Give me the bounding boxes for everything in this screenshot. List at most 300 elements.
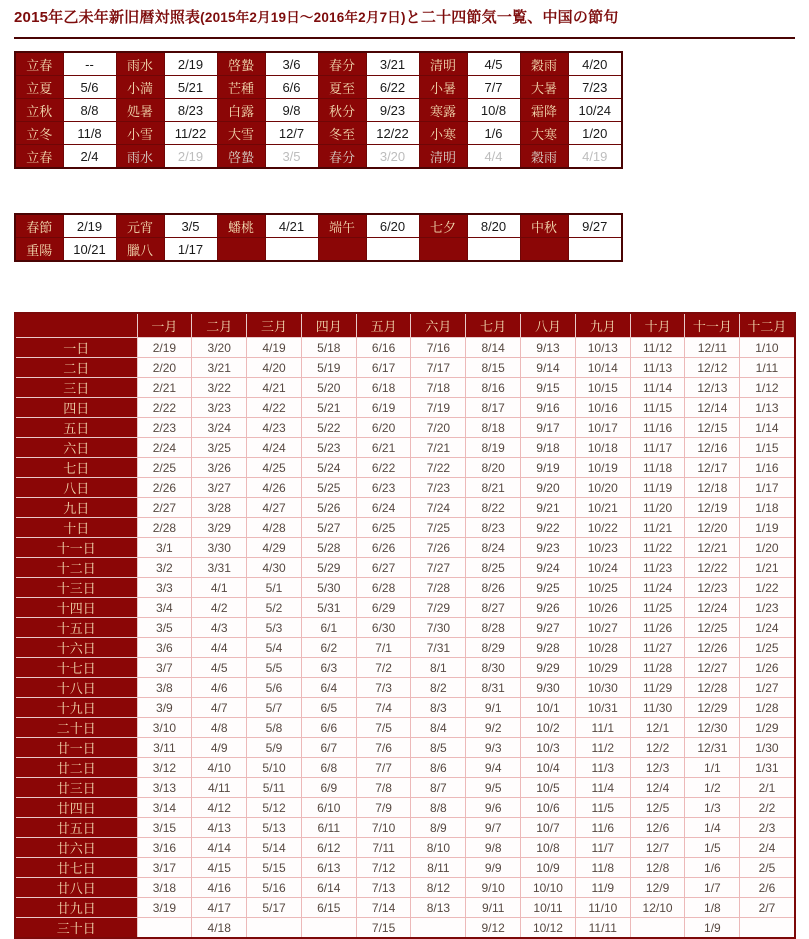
calendar-date-cell: 5/4: [247, 638, 302, 658]
calendar-date-cell: 10/13: [575, 338, 630, 358]
calendar-row: [15, 378, 795, 398]
calendar-date-cell: 9/27: [521, 618, 576, 638]
calendar-date-cell: 3/8: [137, 678, 192, 698]
calendar-row: [15, 478, 795, 498]
title-divider: [14, 37, 795, 39]
calendar-date-cell: 10/23: [575, 538, 630, 558]
calendar-date-cell: 12/4: [630, 778, 685, 798]
calendar-date-cell: 7/8: [356, 778, 411, 798]
calendar-date-cell: 5/6: [247, 678, 302, 698]
calendar-date-cell: 10/11: [521, 898, 576, 918]
term-label-cell: 啓蟄: [217, 52, 265, 76]
calendar-date-cell: 8/21: [466, 478, 521, 498]
day-label-cell: 十四日: [15, 598, 137, 618]
calendar-date-cell: 10/1: [521, 698, 576, 718]
term-label-cell: 雨水: [116, 145, 164, 169]
calendar-date-cell: 12/27: [685, 658, 740, 678]
calendar-date-cell: 12/14: [685, 398, 740, 418]
calendar-date-cell: 2/28: [137, 518, 192, 538]
calendar-date-cell: 10/31: [575, 698, 630, 718]
calendar-row: [15, 358, 795, 378]
calendar-date-cell: 4/20: [247, 358, 302, 378]
term-label-cell: 元宵: [116, 214, 164, 238]
calendar-date-cell: 11/20: [630, 498, 685, 518]
calendar-date-cell: 5/30: [301, 578, 356, 598]
calendar-date-cell: 1/18: [740, 498, 795, 518]
calendar-date-cell: 12/15: [685, 418, 740, 438]
calendar-date-cell: 1/16: [740, 458, 795, 478]
calendar-date-cell: 1/23: [740, 598, 795, 618]
calendar-row: [15, 578, 795, 598]
calendar-row: [15, 518, 795, 538]
month-header-cell: 二月: [192, 313, 247, 338]
calendar-row: [15, 818, 795, 838]
calendar-date-cell: 12/12: [685, 358, 740, 378]
month-header-cell: 七月: [466, 313, 521, 338]
calendar-date-cell: 7/21: [411, 438, 466, 458]
calendar-date-cell: 4/21: [247, 378, 302, 398]
calendar-date-cell: 10/9: [521, 858, 576, 878]
calendar-date-cell: 5/19: [301, 358, 356, 378]
day-label-cell: 廿四日: [15, 798, 137, 818]
calendar-header-row: [15, 313, 795, 338]
day-label-cell: 廿七日: [15, 858, 137, 878]
page-title-date-range: (2015年2月19日～2016年2月7日): [200, 10, 406, 25]
calendar-date-cell: 5/10: [247, 758, 302, 778]
calendar-date-cell: 8/18: [466, 418, 521, 438]
calendar-date-cell: 8/17: [466, 398, 521, 418]
calendar-date-cell: 12/23: [685, 578, 740, 598]
calendar-date-cell: 3/23: [192, 398, 247, 418]
calendar-date-cell: 10/3: [521, 738, 576, 758]
term-label-cell: 冬至: [318, 122, 366, 145]
spacer: [14, 169, 795, 213]
calendar-date-cell: 12/7: [630, 838, 685, 858]
day-label-cell: 廿六日: [15, 838, 137, 858]
term-date-cell: 8/20: [467, 214, 520, 238]
calendar-date-cell: 12/3: [630, 758, 685, 778]
table-row: [15, 52, 622, 76]
calendar-date-cell: 3/29: [192, 518, 247, 538]
calendar-date-cell: 1/25: [740, 638, 795, 658]
calendar-date-cell: 1/4: [685, 818, 740, 838]
calendar-date-cell: 2/23: [137, 418, 192, 438]
calendar-date-cell: 3/25: [192, 438, 247, 458]
calendar-date-cell: 6/23: [356, 478, 411, 498]
month-header-cell: 一月: [137, 313, 192, 338]
month-header-cell: 三月: [247, 313, 302, 338]
calendar-date-cell: 2/22: [137, 398, 192, 418]
festivals-table: [14, 213, 623, 262]
calendar-date-cell: 4/6: [192, 678, 247, 698]
calendar-date-cell: 1/31: [740, 758, 795, 778]
calendar-date-cell: 7/15: [356, 918, 411, 939]
calendar-date-cell: 3/31: [192, 558, 247, 578]
term-date-cell: 11/8: [63, 122, 116, 145]
calendar-date-cell: 2/5: [740, 858, 795, 878]
day-label-cell: 十六日: [15, 638, 137, 658]
calendar-date-cell: 7/12: [356, 858, 411, 878]
calendar-row: [15, 558, 795, 578]
calendar-date-cell: 5/23: [301, 438, 356, 458]
term-label-cell: [217, 238, 265, 262]
month-header-cell: 十二月: [740, 313, 795, 338]
calendar-date-cell: 3/9: [137, 698, 192, 718]
calendar-date-cell: 5/28: [301, 538, 356, 558]
calendar-date-cell: 6/12: [301, 838, 356, 858]
calendar-row: [15, 538, 795, 558]
calendar-date-cell: 1/2: [685, 778, 740, 798]
term-date-cell: 3/6: [265, 52, 318, 76]
calendar-date-cell: 11/9: [575, 878, 630, 898]
table-row: [15, 145, 622, 169]
calendar-date-cell: 12/20: [685, 518, 740, 538]
term-label-cell: 芒種: [217, 76, 265, 99]
term-date-cell: 6/6: [265, 76, 318, 99]
calendar-row: [15, 698, 795, 718]
solar-terms-table: [14, 51, 623, 169]
calendar-date-cell: 12/19: [685, 498, 740, 518]
calendar-date-cell: 4/4: [192, 638, 247, 658]
calendar-date-cell: 9/21: [521, 498, 576, 518]
term-date-cell: 2/19: [164, 52, 217, 76]
term-label-cell: 雨水: [116, 52, 164, 76]
calendar-date-cell: 10/30: [575, 678, 630, 698]
term-label-cell: 小寒: [419, 122, 467, 145]
term-date-cell: 1/6: [467, 122, 520, 145]
calendar-date-cell: 12/5: [630, 798, 685, 818]
term-label-cell: 大雪: [217, 122, 265, 145]
calendar-date-cell: 6/17: [356, 358, 411, 378]
calendar-date-cell: 7/6: [356, 738, 411, 758]
term-label-cell: [318, 238, 366, 262]
calendar-date-cell: 2/19: [137, 338, 192, 358]
calendar-date-cell: 2/25: [137, 458, 192, 478]
calendar-row: [15, 658, 795, 678]
term-date-cell: [568, 238, 622, 262]
calendar-date-cell: 11/8: [575, 858, 630, 878]
calendar-date-cell: 8/10: [411, 838, 466, 858]
calendar-date-cell: 6/27: [356, 558, 411, 578]
calendar-date-cell: 5/27: [301, 518, 356, 538]
spacer: [14, 262, 795, 312]
calendar-row: [15, 638, 795, 658]
term-label-cell: 寒露: [419, 99, 467, 122]
calendar-date-cell: 10/16: [575, 398, 630, 418]
calendar-date-cell: 6/9: [301, 778, 356, 798]
calendar-date-cell: 8/1: [411, 658, 466, 678]
calendar-date-cell: 7/22: [411, 458, 466, 478]
calendar-date-cell: 6/15: [301, 898, 356, 918]
calendar-date-cell: 4/13: [192, 818, 247, 838]
term-label-cell: 重陽: [15, 238, 63, 262]
day-label-cell: 七日: [15, 458, 137, 478]
calendar-date-cell: 7/13: [356, 878, 411, 898]
calendar-date-cell: 6/26: [356, 538, 411, 558]
term-date-cell: 10/21: [63, 238, 116, 262]
calendar-date-cell: 1/10: [740, 338, 795, 358]
calendar-date-cell: 6/30: [356, 618, 411, 638]
day-label-cell: 廿五日: [15, 818, 137, 838]
day-label-cell: 廿九日: [15, 898, 137, 918]
term-date-cell: --: [63, 52, 116, 76]
calendar-date-cell: 11/14: [630, 378, 685, 398]
calendar-corner-cell: [15, 313, 137, 338]
calendar-date-cell: 4/5: [192, 658, 247, 678]
term-label-cell: 啓蟄: [217, 145, 265, 169]
calendar-date-cell: 11/21: [630, 518, 685, 538]
term-label-cell: 小雪: [116, 122, 164, 145]
term-date-cell: 9/23: [366, 99, 419, 122]
calendar-date-cell: 11/23: [630, 558, 685, 578]
calendar-date-cell: 7/5: [356, 718, 411, 738]
calendar-date-cell: 8/31: [466, 678, 521, 698]
calendar-date-cell: 8/4: [411, 718, 466, 738]
page-title-main: 2015年乙未年新旧暦対照表: [14, 9, 201, 26]
calendar-date-cell: 8/26: [466, 578, 521, 598]
calendar-date-cell: 5/26: [301, 498, 356, 518]
term-label-cell: 大暑: [520, 76, 568, 99]
calendar-date-cell: 8/8: [411, 798, 466, 818]
calendar-date-cell: 3/1: [137, 538, 192, 558]
day-label-cell: 十五日: [15, 618, 137, 638]
calendar-date-cell: 2/27: [137, 498, 192, 518]
month-header-cell: 八月: [521, 313, 576, 338]
term-date-cell: 2/19: [164, 145, 217, 169]
term-label-cell: 清明: [419, 145, 467, 169]
calendar-date-cell: 4/26: [247, 478, 302, 498]
calendar-date-cell: 9/8: [466, 838, 521, 858]
calendar-date-cell: 4/8: [192, 718, 247, 738]
day-label-cell: 二日: [15, 358, 137, 378]
calendar-date-cell: 6/8: [301, 758, 356, 778]
calendar-date-cell: [247, 918, 302, 939]
calendar-date-cell: 6/22: [356, 458, 411, 478]
calendar-date-cell: 11/26: [630, 618, 685, 638]
term-date-cell: 11/22: [164, 122, 217, 145]
calendar-date-cell: 4/25: [247, 458, 302, 478]
calendar-date-cell: 9/24: [521, 558, 576, 578]
calendar-date-cell: 11/13: [630, 358, 685, 378]
calendar-date-cell: 4/19: [247, 338, 302, 358]
term-label-cell: 端午: [318, 214, 366, 238]
calendar-date-cell: 3/18: [137, 878, 192, 898]
calendar-date-cell: 1/22: [740, 578, 795, 598]
calendar-date-cell: 5/11: [247, 778, 302, 798]
calendar-date-cell: 5/31: [301, 598, 356, 618]
calendar-date-cell: 9/1: [466, 698, 521, 718]
calendar-date-cell: 7/10: [356, 818, 411, 838]
term-label-cell: 春分: [318, 145, 366, 169]
calendar-date-cell: 7/30: [411, 618, 466, 638]
calendar-date-cell: [740, 918, 795, 939]
calendar-date-cell: 9/30: [521, 678, 576, 698]
day-label-cell: 廿三日: [15, 778, 137, 798]
calendar-date-cell: 1/19: [740, 518, 795, 538]
calendar-date-cell: 4/7: [192, 698, 247, 718]
day-label-cell: 十二日: [15, 558, 137, 578]
calendar-date-cell: 2/24: [137, 438, 192, 458]
day-label-cell: 廿二日: [15, 758, 137, 778]
calendar-date-cell: 7/9: [356, 798, 411, 818]
calendar-date-cell: 6/5: [301, 698, 356, 718]
calendar-date-cell: 10/2: [521, 718, 576, 738]
calendar-date-cell: 8/12: [411, 878, 466, 898]
day-label-cell: 五日: [15, 418, 137, 438]
calendar-row: [15, 678, 795, 698]
calendar-date-cell: 1/9: [685, 918, 740, 939]
term-date-cell: 2/19: [63, 214, 116, 238]
calendar-row: [15, 598, 795, 618]
calendar-date-cell: 5/2: [247, 598, 302, 618]
calendar-date-cell: 6/13: [301, 858, 356, 878]
calendar-date-cell: 4/23: [247, 418, 302, 438]
calendar-date-cell: 9/26: [521, 598, 576, 618]
term-label-cell: 春節: [15, 214, 63, 238]
calendar-date-cell: 9/23: [521, 538, 576, 558]
calendar-date-cell: 6/16: [356, 338, 411, 358]
calendar-date-cell: 3/10: [137, 718, 192, 738]
calendar-date-cell: 11/2: [575, 738, 630, 758]
term-date-cell: 3/5: [164, 214, 217, 238]
calendar-date-cell: 4/1: [192, 578, 247, 598]
calendar-date-cell: 1/24: [740, 618, 795, 638]
calendar-date-cell: 12/28: [685, 678, 740, 698]
calendar-date-cell: 4/12: [192, 798, 247, 818]
term-label-cell: [520, 238, 568, 262]
calendar-date-cell: 1/3: [685, 798, 740, 818]
term-date-cell: [467, 238, 520, 262]
calendar-date-cell: 12/2: [630, 738, 685, 758]
calendar-date-cell: 10/8: [521, 838, 576, 858]
calendar-date-cell: 3/11: [137, 738, 192, 758]
calendar-date-cell: 10/7: [521, 818, 576, 838]
calendar-date-cell: 10/17: [575, 418, 630, 438]
day-label-cell: 三十日: [15, 918, 137, 939]
calendar-date-cell: 5/14: [247, 838, 302, 858]
term-label-cell: 立秋: [15, 99, 63, 122]
page-title-suffix: と二十四節気一覧、中国の節句: [405, 9, 619, 26]
calendar-row: [15, 418, 795, 438]
calendar-date-cell: 6/28: [356, 578, 411, 598]
calendar-date-cell: 3/4: [137, 598, 192, 618]
calendar-date-cell: 9/16: [521, 398, 576, 418]
calendar-date-cell: 5/21: [301, 398, 356, 418]
calendar-date-cell: 9/9: [466, 858, 521, 878]
calendar-date-cell: 11/6: [575, 818, 630, 838]
calendar-date-cell: 6/6: [301, 718, 356, 738]
calendar-date-cell: 8/5: [411, 738, 466, 758]
page-title: [14, 9, 795, 27]
calendar-date-cell: 6/19: [356, 398, 411, 418]
calendar-date-cell: 7/20: [411, 418, 466, 438]
calendar-date-cell: 12/30: [685, 718, 740, 738]
calendar-date-cell: 4/11: [192, 778, 247, 798]
calendar-date-cell: 9/3: [466, 738, 521, 758]
calendar-date-cell: 4/15: [192, 858, 247, 878]
calendar-date-cell: 3/26: [192, 458, 247, 478]
calendar-date-cell: 5/25: [301, 478, 356, 498]
calendar-date-cell: 7/17: [411, 358, 466, 378]
month-header-cell: 十月: [630, 313, 685, 338]
calendar-date-cell: 8/9: [411, 818, 466, 838]
term-date-cell: 4/5: [467, 52, 520, 76]
calendar-date-cell: 11/7: [575, 838, 630, 858]
calendar-date-cell: 1/12: [740, 378, 795, 398]
term-label-cell: 春分: [318, 52, 366, 76]
calendar-date-cell: 12/26: [685, 638, 740, 658]
calendar-date-cell: 6/24: [356, 498, 411, 518]
calendar-date-cell: 2/2: [740, 798, 795, 818]
calendar-row: [15, 738, 795, 758]
calendar-date-cell: 12/6: [630, 818, 685, 838]
calendar-date-cell: 11/4: [575, 778, 630, 798]
calendar-date-cell: 6/20: [356, 418, 411, 438]
day-label-cell: 十七日: [15, 658, 137, 678]
day-label-cell: 十日: [15, 518, 137, 538]
day-label-cell: 三日: [15, 378, 137, 398]
calendar-date-cell: 5/15: [247, 858, 302, 878]
calendar-date-cell: 1/26: [740, 658, 795, 678]
calendar-date-cell: 6/25: [356, 518, 411, 538]
calendar-date-cell: 6/2: [301, 638, 356, 658]
term-date-cell: 12/22: [366, 122, 419, 145]
calendar-date-cell: 4/10: [192, 758, 247, 778]
term-date-cell: 10/24: [568, 99, 622, 122]
calendar-date-cell: 6/7: [301, 738, 356, 758]
calendar-date-cell: 8/25: [466, 558, 521, 578]
calendar-date-cell: 5/13: [247, 818, 302, 838]
table-row: [15, 76, 622, 99]
term-label-cell: 霜降: [520, 99, 568, 122]
calendar-row: [15, 778, 795, 798]
calendar-row: [15, 718, 795, 738]
calendar-date-cell: 1/1: [685, 758, 740, 778]
calendar-date-cell: 9/14: [521, 358, 576, 378]
month-header-cell: 四月: [301, 313, 356, 338]
calendar-date-cell: 7/7: [356, 758, 411, 778]
calendar-date-cell: 3/17: [137, 858, 192, 878]
calendar-date-cell: 3/24: [192, 418, 247, 438]
calendar-date-cell: 11/28: [630, 658, 685, 678]
calendar-date-cell: 6/18: [356, 378, 411, 398]
calendar-date-cell: 5/29: [301, 558, 356, 578]
calendar-date-cell: 3/22: [192, 378, 247, 398]
term-date-cell: 8/23: [164, 99, 217, 122]
calendar-date-cell: 4/17: [192, 898, 247, 918]
calendar-date-cell: 9/13: [521, 338, 576, 358]
calendar-row: [15, 758, 795, 778]
term-label-cell: 立春: [15, 52, 63, 76]
calendar-date-cell: 10/28: [575, 638, 630, 658]
calendar-date-cell: 11/17: [630, 438, 685, 458]
calendar-date-cell: 2/3: [740, 818, 795, 838]
term-label-cell: 大寒: [520, 122, 568, 145]
calendar-date-cell: 2/20: [137, 358, 192, 378]
calendar-date-cell: 5/5: [247, 658, 302, 678]
calendar-date-cell: [301, 918, 356, 939]
calendar-date-cell: 7/3: [356, 678, 411, 698]
calendar-date-cell: 2/6: [740, 878, 795, 898]
calendar-date-cell: 2/21: [137, 378, 192, 398]
calendar-date-cell: 10/12: [521, 918, 576, 939]
calendar-date-cell: 12/8: [630, 858, 685, 878]
calendar-date-cell: 6/29: [356, 598, 411, 618]
calendar-date-cell: 12/1: [630, 718, 685, 738]
calendar-date-cell: 1/8: [685, 898, 740, 918]
term-label-cell: 中秋: [520, 214, 568, 238]
table-row: [15, 99, 622, 122]
